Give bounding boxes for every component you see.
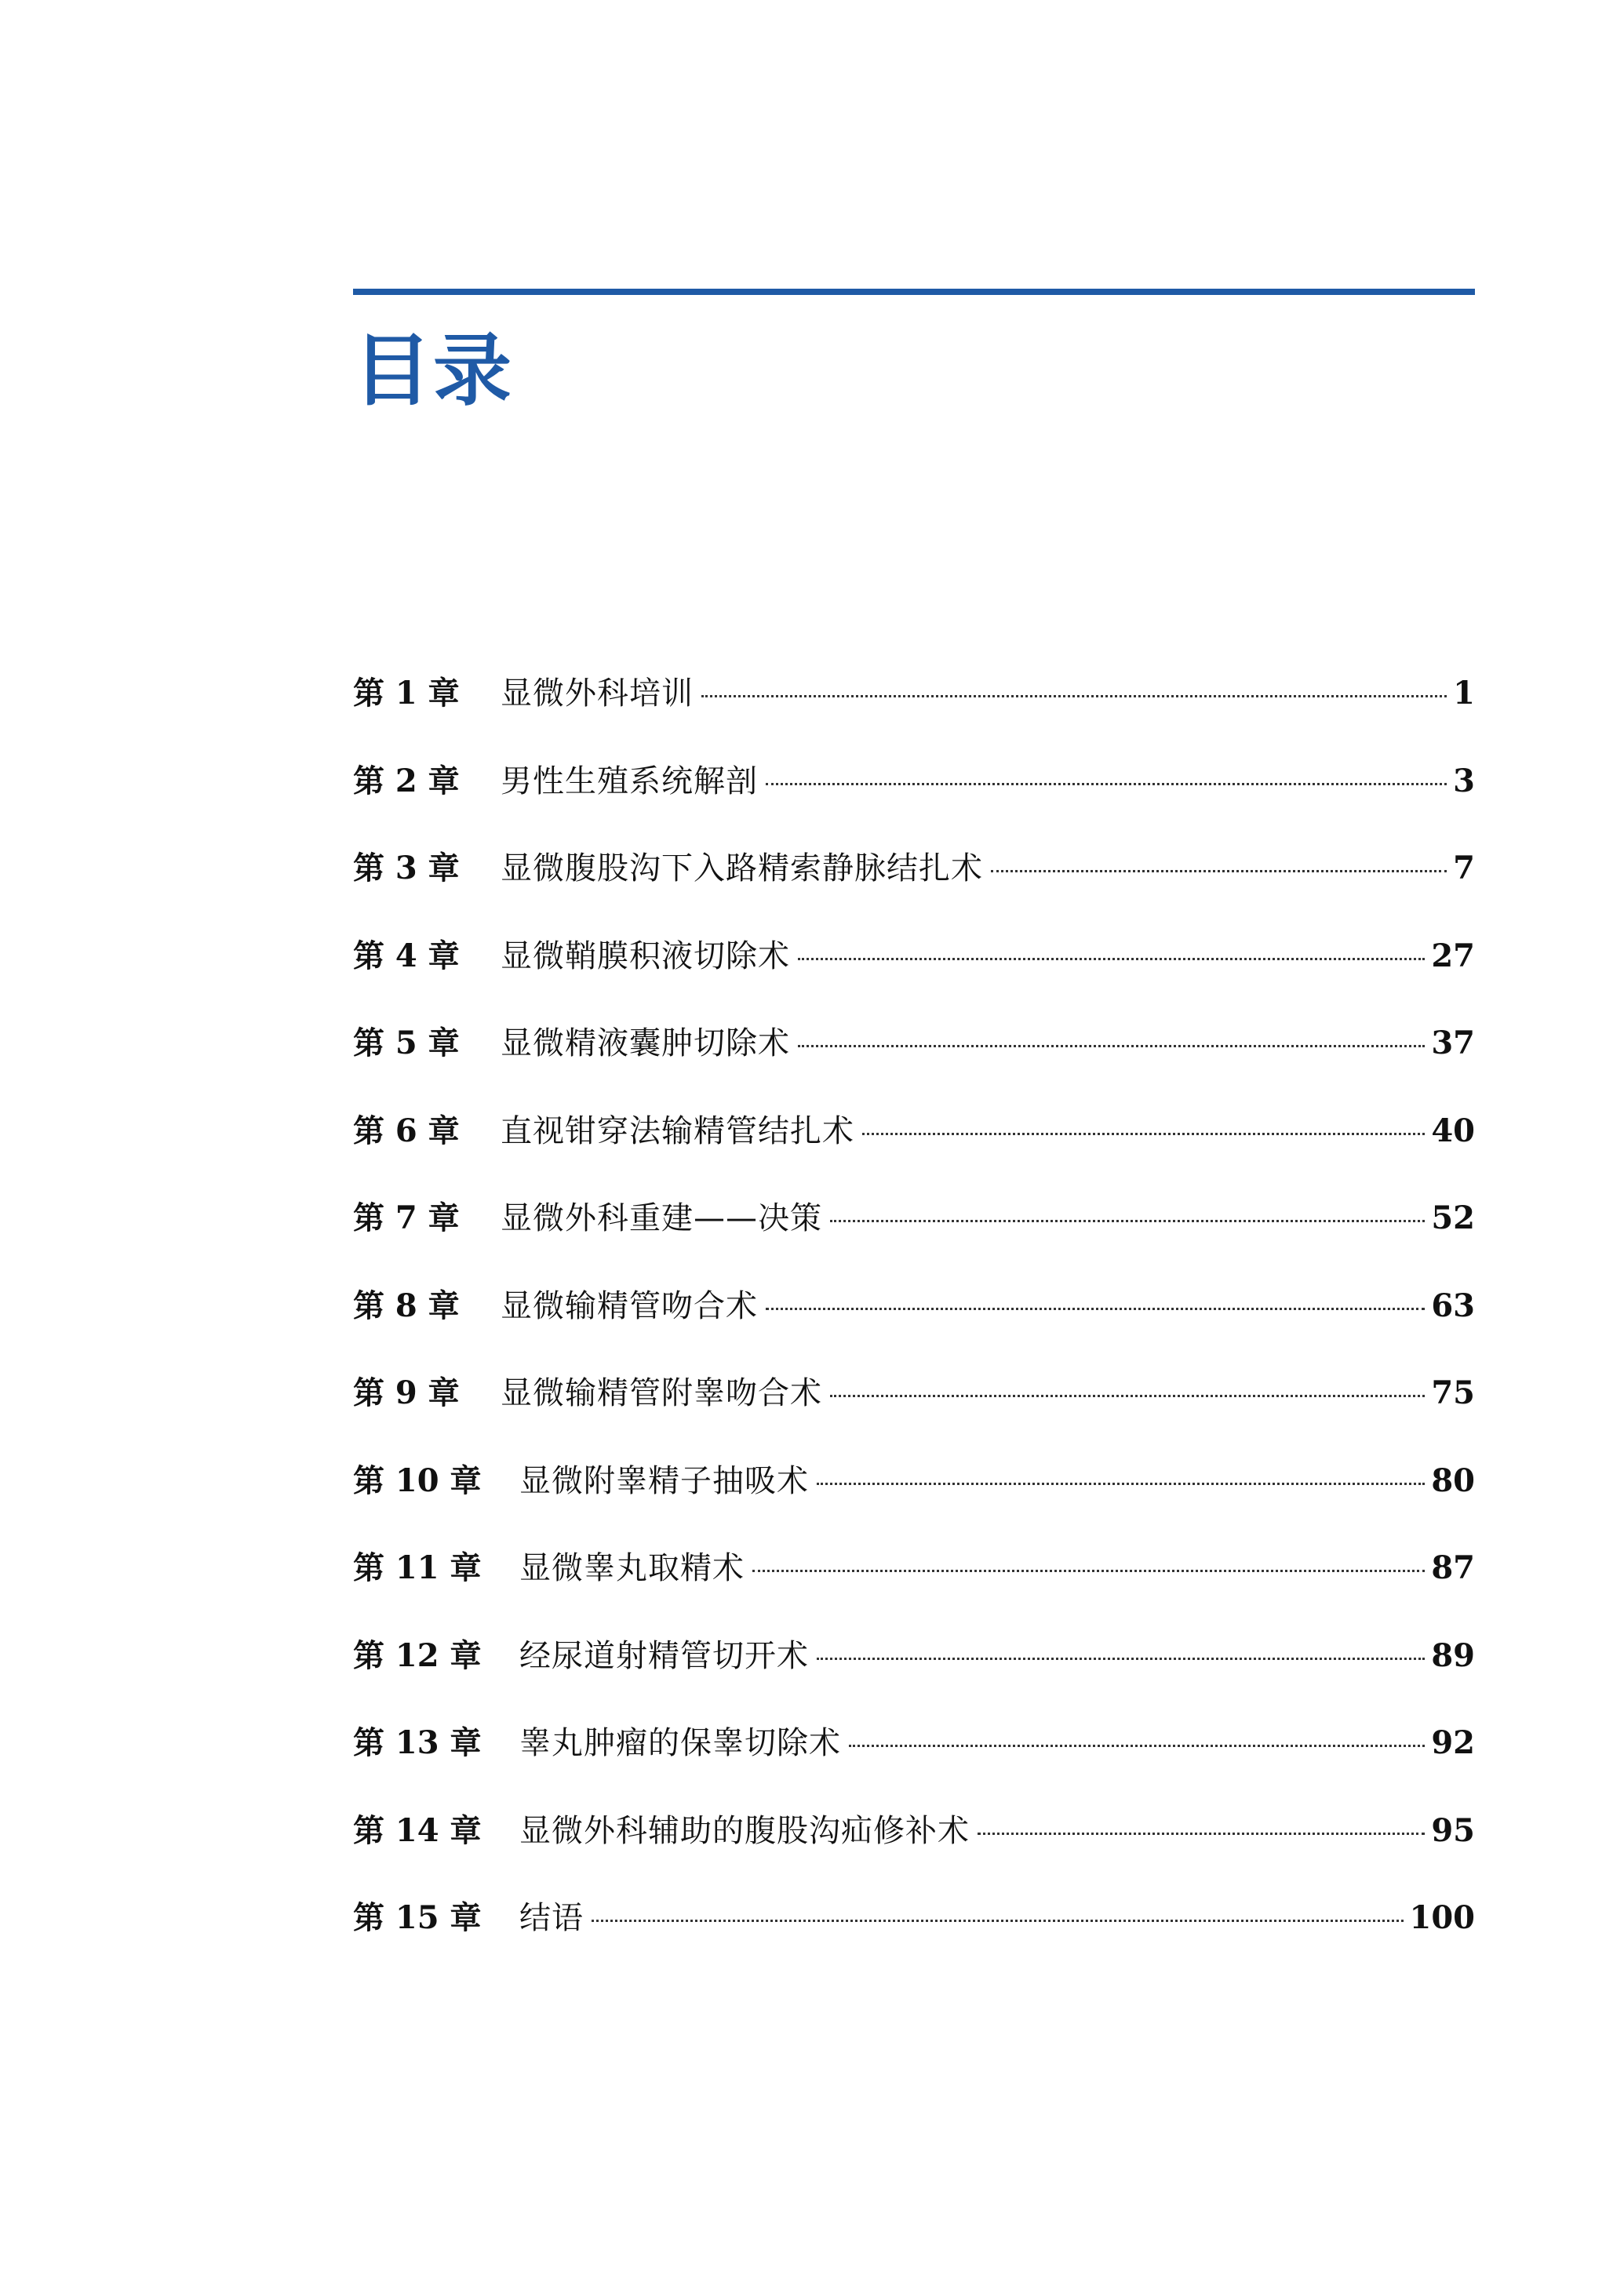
dot-leader (978, 1833, 1425, 1835)
page-number: 1 (1453, 675, 1475, 712)
chapter-number: 第 5 章 (353, 1025, 460, 1061)
chapter-title: 显微睾丸取精术 (519, 1550, 745, 1586)
dot-leader (798, 958, 1425, 960)
toc-entry[interactable] (353, 1543, 1475, 1631)
chapter-title: 显微腹股沟下入路精索静脉结扎术 (501, 850, 983, 886)
toc-entry[interactable] (353, 1806, 1475, 1894)
chapter-number: 第 13 章 (353, 1724, 482, 1761)
page-number: 89 (1431, 1636, 1475, 1674)
chapter-number: 第 2 章 (353, 762, 460, 799)
dot-leader (817, 1658, 1425, 1660)
chapter-title: 显微精液囊肿切除术 (501, 1025, 790, 1061)
toc-entry[interactable] (353, 1718, 1475, 1806)
dot-leader (592, 1920, 1404, 1922)
dot-leader (817, 1483, 1425, 1485)
page-number: 100 (1409, 1899, 1475, 1936)
chapter-number: 第 10 章 (353, 1461, 482, 1499)
chapter-title: 显微外科培训 (501, 675, 694, 712)
chapter-title: 直视钳穿法输精管结扎术 (501, 1112, 854, 1149)
dot-leader (849, 1745, 1425, 1747)
chapter-title: 睾丸肿瘤的保睾切除术 (519, 1725, 841, 1761)
page-number: 37 (1431, 1025, 1475, 1061)
toc-entry[interactable] (353, 843, 1475, 931)
dot-leader (830, 1395, 1425, 1397)
toc-entry[interactable] (353, 1193, 1475, 1281)
chapter-title: 经尿道射精管切开术 (519, 1637, 809, 1674)
page-number: 80 (1431, 1461, 1475, 1499)
dot-leader (752, 1570, 1425, 1572)
page-number: 52 (1431, 1199, 1475, 1236)
title-rule (353, 289, 1475, 295)
chapter-number: 第 8 章 (353, 1287, 460, 1324)
chapter-number: 第 6 章 (353, 1112, 460, 1149)
chapter-title: 结语 (519, 1900, 584, 1936)
chapter-title: 显微输精管附睾吻合术 (501, 1375, 822, 1411)
dot-leader (701, 695, 1447, 697)
chapter-number: 第 3 章 (353, 850, 460, 886)
toc-entry[interactable] (353, 1631, 1475, 1719)
chapter-number: 第 4 章 (353, 937, 460, 974)
page-number: 95 (1431, 1811, 1475, 1849)
chapter-title: 显微附睾精子抽吸术 (519, 1462, 809, 1499)
page-number: 40 (1431, 1112, 1475, 1149)
chapter-title: 显微外科重建——决策 (501, 1200, 822, 1236)
page-number: 87 (1431, 1549, 1475, 1586)
toc-entry[interactable] (353, 1106, 1475, 1194)
toc-entry[interactable] (353, 1281, 1475, 1369)
chapter-number: 第 11 章 (353, 1549, 482, 1586)
page-number: 27 (1431, 937, 1475, 974)
chapter-number: 第 14 章 (353, 1811, 482, 1849)
toc-entry[interactable] (353, 931, 1475, 1019)
dot-leader (798, 1045, 1425, 1047)
toc-entry[interactable] (353, 1368, 1475, 1456)
dot-leader (862, 1133, 1425, 1135)
page-number: 7 (1453, 850, 1475, 886)
chapter-number: 第 7 章 (353, 1199, 460, 1236)
toc-entry[interactable] (353, 1893, 1475, 1981)
toc-entry[interactable] (353, 1018, 1475, 1106)
chapter-title: 男性生殖系统解剖 (501, 763, 758, 799)
chapter-title: 显微输精管吻合术 (501, 1287, 758, 1324)
chapter-title: 显微外科辅助的腹股沟疝修补术 (519, 1812, 970, 1849)
dot-leader (766, 783, 1447, 785)
chapter-number: 第 12 章 (353, 1636, 482, 1674)
dot-leader (991, 870, 1447, 872)
chapter-number: 第 15 章 (353, 1899, 482, 1936)
page-number: 75 (1431, 1374, 1475, 1411)
page-title: 目录 (353, 325, 513, 417)
dot-leader (830, 1220, 1425, 1222)
toc-entry[interactable] (353, 756, 1475, 844)
toc-entry[interactable] (353, 1456, 1475, 1544)
chapter-number: 第 1 章 (353, 675, 460, 712)
dot-leader (766, 1308, 1425, 1310)
page-number: 63 (1431, 1287, 1475, 1324)
table-of-contents (353, 668, 1475, 1981)
chapter-number: 第 9 章 (353, 1374, 460, 1411)
chapter-title: 显微鞘膜积液切除术 (501, 937, 790, 974)
toc-entry[interactable] (353, 668, 1475, 756)
page-number: 3 (1453, 762, 1475, 799)
page-number: 92 (1431, 1724, 1475, 1761)
